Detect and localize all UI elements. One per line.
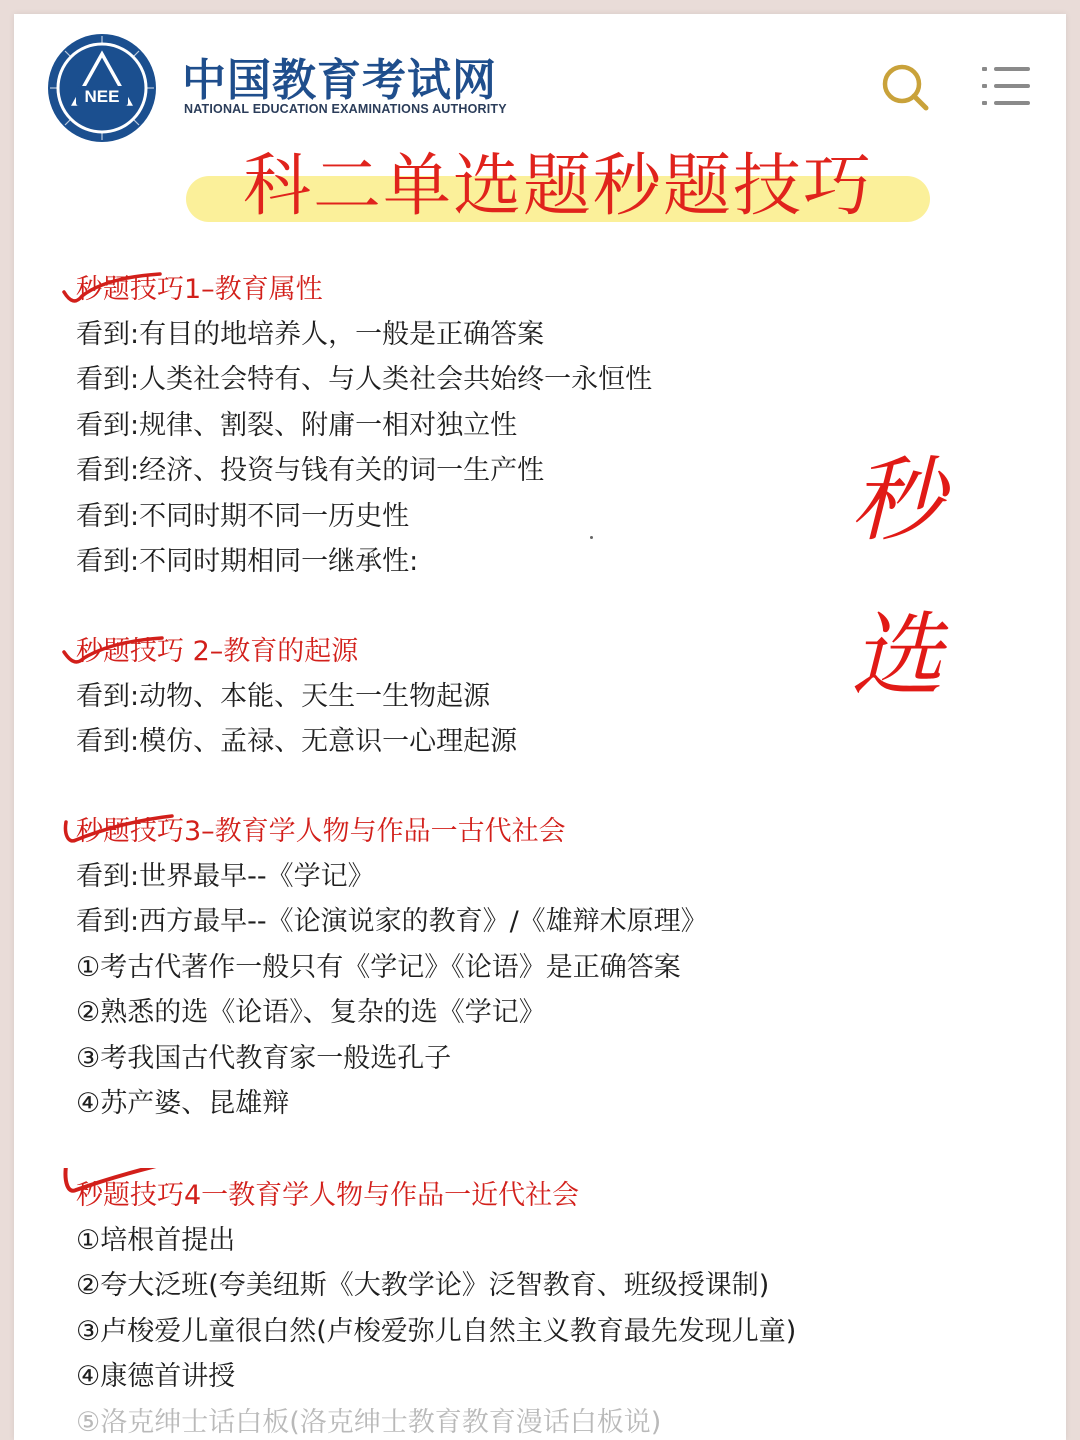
- handwritten-char-miao: 秒: [850, 447, 944, 554]
- section-2: [76, 630, 517, 765]
- tip-line: 看到:不同时期相同一继承性:: [76, 545, 419, 577]
- tip-line: 看到:有目的地培养人，一般是正确答案: [76, 319, 545, 350]
- tip-line: ①考古代著作一般只有《学记》《论语》是正确答案: [76, 951, 681, 983]
- emblem-text: NEE: [84, 87, 120, 106]
- tip-line: 看到:模仿、孟禄、无意识一心理起源: [76, 726, 518, 758]
- page-title: 科二单选题秒题技巧: [242, 147, 873, 226]
- tip-line: 看到:规律、割裂、附庸一相对独立性: [76, 409, 518, 441]
- tip-line: 看到:世界最早--《学记》: [76, 861, 375, 892]
- menu-icon[interactable]: [982, 64, 1032, 108]
- tip-line: ④苏产婆、昆雄辩: [76, 1087, 290, 1119]
- section-heading-text: 秒题技巧4一教育学人物与作品一近代社会: [76, 1180, 580, 1211]
- tip-line: ②夸大泛班(夸美纽斯《大教学论》泛智教育、班级授课制): [76, 1270, 770, 1302]
- section-heading: [76, 268, 652, 312]
- tip-line: 看到:不同时期不同一历史性: [76, 500, 410, 532]
- tip-line: ④康德首讲授: [76, 1361, 236, 1393]
- tip-line: ③考我国古代教育家一般选孔子: [76, 1042, 452, 1074]
- nee-emblem-logo: [46, 32, 158, 144]
- section-heading: [76, 630, 517, 674]
- tip-line: 看到:人类社会特有、与人类社会共始终一永恒性: [76, 364, 653, 396]
- tip-line: ②熟悉的选《论语》、复杂的选《学记》: [76, 997, 546, 1029]
- section-3: [76, 810, 708, 1126]
- handwritten-note: [832, 432, 962, 722]
- section-4: [76, 1174, 796, 1440]
- section-heading: [76, 810, 708, 854]
- tip-line: ①培根首提出: [76, 1225, 236, 1256]
- section-heading-text: 秒题技巧1–教育属性: [76, 274, 323, 305]
- section-heading: [76, 1174, 796, 1218]
- handwritten-char-xuan: 选: [850, 602, 944, 709]
- tip-line: 看到:动物、本能、天生一生物起源: [76, 681, 491, 712]
- tip-line-faded: ⑤洛克绅士话白板(洛克绅士教育教育漫话白板说): [76, 1406, 662, 1438]
- site-logo-chinese[interactable]: 中国教育考试网: [182, 55, 497, 106]
- site-logo-english: NATIONAL EDUCATION EXAMINATIONS AUTHORITY: [184, 102, 507, 116]
- search-icon[interactable]: [880, 62, 932, 114]
- section-heading-text: 秒题技巧3–教育学人物与作品一古代社会: [76, 816, 566, 847]
- section-heading-text: 秒题技巧 2–教育的起源: [76, 636, 359, 667]
- tip-line: 看到:西方最早--《论演说家的教育》/《雄辩术原理》: [76, 906, 708, 938]
- tip-line: ③卢梭爱儿童很白然(卢梭爱弥儿自然主义教育最先发现儿童): [76, 1315, 797, 1347]
- document-page: [14, 14, 1066, 1440]
- stray-dot: [590, 536, 593, 539]
- section-1: [76, 268, 652, 584]
- tip-line: 看到:经济、投资与钱有关的词一生产性: [76, 455, 545, 487]
